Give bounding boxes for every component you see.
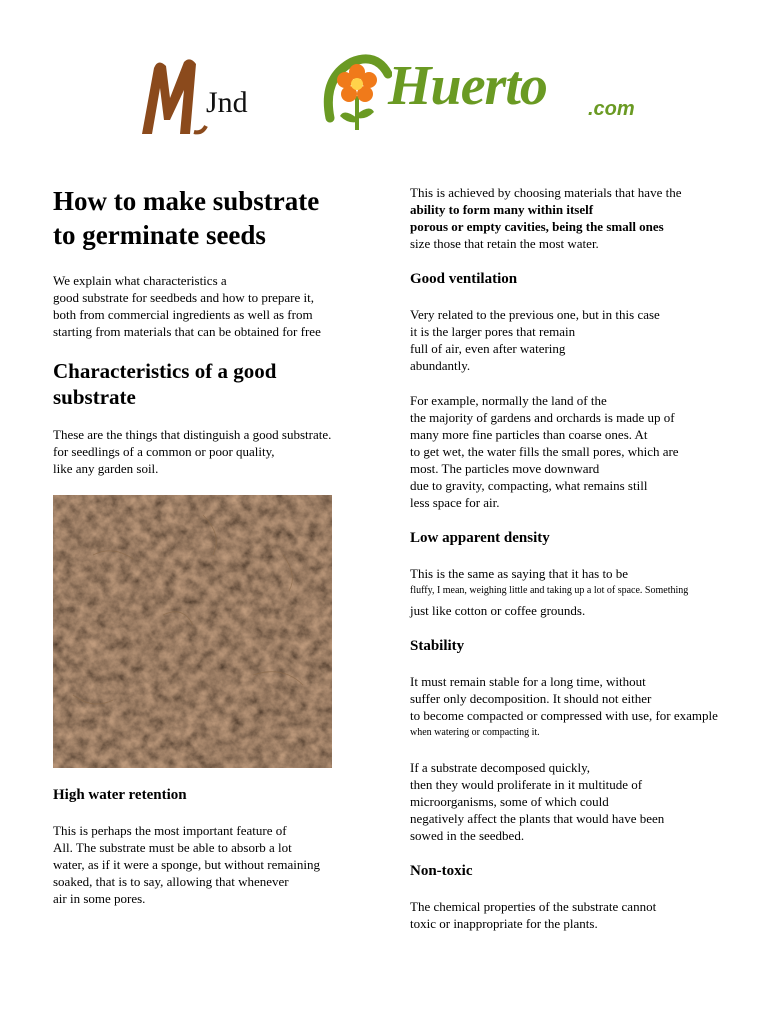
soil-image [53,495,332,768]
title-line: to germinate seeds [53,220,266,250]
text-line: These are the things that distinguish a good substrate. [53,427,332,442]
text-line: to become compacted or compressed with use, for example [410,708,718,723]
right-column [410,184,750,950]
nontoxic-heading: Non-toxic [410,863,473,879]
ventilation-heading: Good ventilation [410,271,518,287]
logo-left-text: Jnd [206,86,248,119]
ventilation-paragraph [410,306,750,374]
text-line: to get wet, the water fills the small pores, which are [410,444,679,459]
section-heading [53,358,373,410]
text-line: less space for air. [410,495,500,510]
intro-paragraph [53,272,373,340]
text-line: both from commercial ingredients as well as from [53,307,313,322]
title-line: How to make substrate [53,186,320,216]
heading-line: substrate [53,385,136,409]
text-line: abundantly. [410,358,471,373]
text-line: most. The particles move downward [410,461,600,476]
example-paragraph [410,392,750,511]
logo-domain: .com [588,98,635,120]
density-paragraph [410,565,750,619]
text-line: toxic or inappropriate for the plants. [410,916,598,931]
logo-m-mark [138,54,208,136]
text-line: The chemical properties of the substrate cannot [410,899,657,914]
decompose-paragraph [410,759,750,844]
text-line: This is the same as saying that it has to be [410,566,629,581]
stability-paragraph [410,673,750,741]
text-line: many more fine particles than coarse ones. At [410,427,648,442]
text-line: porous or empty cavities, being the small ones [410,219,664,234]
text-line: size those that retain the most water. [410,236,599,251]
text-line: sowed in the seedbed. [410,828,525,843]
density-heading: Low apparent density [410,530,550,546]
text-line: For example, normally the land of the [410,393,607,408]
pores-paragraph [410,184,750,252]
text-line: due to gravity, compacting, what remains still [410,478,648,493]
stability-heading: Stability [410,638,465,654]
flower-icon [322,48,392,138]
text-line: All. The substrate must be able to absorb a lot [53,840,292,855]
text-line: full of air, even after watering [410,341,566,356]
text-line-small: fluffy, I mean, weighing little and taking up a lot of space. Something [410,585,689,596]
text-line: If a substrate decomposed quickly, [410,760,591,775]
text-line: Very related to the previous one, but in this case [410,307,660,322]
text-line: It must remain stable for a long time, without [410,674,646,689]
nontoxic-paragraph [410,898,750,932]
text-line: it is the larger pores that remain [410,324,576,339]
text-line: water, as if it were a sponge, but without remaining [53,857,320,872]
page-title [53,184,373,252]
text-line: microorganisms, some of which could [410,794,609,809]
text-line: suffer only decomposition. It should not either [410,691,652,706]
text-line-small: when watering or compacting it. [410,727,540,738]
left-column [53,184,373,925]
text-line: just like cotton or coffee grounds. [410,603,586,618]
high-water-paragraph [53,822,373,907]
text-line: then they would proliferate in it multitude of [410,777,643,792]
text-line: starting from materials that can be obtained for free [53,324,321,339]
logo-brand: Huerto [388,55,547,117]
text-line: air in some pores. [53,891,146,906]
heading-line: Characteristics of a good [53,359,277,383]
text-line: This is achieved by choosing materials that have the [410,185,682,200]
text-line: This is perhaps the most important feature of [53,823,287,838]
text-line: We explain what characteristics a [53,273,227,288]
section-paragraph [53,426,373,477]
text-line: for seedlings of a common or poor quality, [53,444,275,459]
high-water-heading: High water retention [53,787,187,803]
text-line: ability to form many within itself [410,202,594,217]
text-line: negatively affect the plants that would have been [410,811,665,826]
text-line: soaked, that is to say, allowing that whenever [53,874,289,889]
text-line: good substrate for seedbeds and how to prepare it, [53,290,315,305]
site-logo [136,48,656,144]
text-line: the majority of gardens and orchards is made up of [410,410,675,425]
text-line: like any garden soil. [53,461,159,476]
